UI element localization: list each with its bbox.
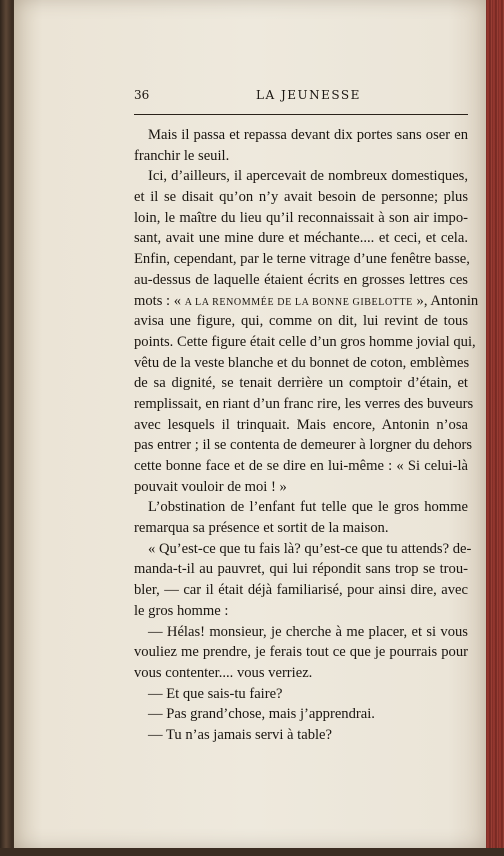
text-fragment: mots : « (134, 292, 185, 309)
text-line: remplissait, en riant d’un franc rire, les verres des buveurs (134, 395, 474, 412)
text-line: sant, avait une mine dure et méchante.... et ceci, et cela. (134, 230, 468, 247)
text-line: — Hélas! monsieur, je cherche à me placer, et si vous (148, 623, 468, 640)
text-line: loin, le maître du lieu qu’il reconnaissait à son air impo- (134, 209, 468, 226)
text-line: pouvait vouloir de moi ! » (134, 478, 287, 495)
text-line: de sa dignité, se tenait derrière un comptoir d’étain, et (134, 375, 468, 392)
text-line: vous contenter.... vous verriez. (134, 664, 313, 681)
text-line: Ici, d’ailleurs, il apercevait de nombreux domestiques, (148, 168, 468, 185)
text-line: le gros homme : (134, 602, 229, 619)
book-edge (486, 0, 504, 856)
text-line: manda-t-il au pauvret, qui lui répondit sans trop se trou- (134, 561, 468, 578)
text-line: au-dessus de laquelle étaient écrits en grosses lettres ces (134, 271, 468, 288)
text-line: L’obstination de l’enfant fut telle que le gros homme (148, 499, 468, 516)
text-line: « Qu’est-ce que tu fais là? qu’est-ce que tu attends? de- (148, 540, 472, 557)
text-line: remarqua sa présence et sortit de la maison. (134, 520, 389, 537)
text-line: — Pas grand’chose, mais j’apprendrai. (148, 706, 375, 723)
body-text (134, 125, 479, 746)
header-rule (134, 114, 468, 115)
page-header (134, 88, 468, 110)
text-fragment: », Antonin (412, 292, 479, 309)
text-line: vouliez me prendre, je ferais tout ce que je pourrais pour (134, 644, 468, 661)
text-line: franchir le seuil. (134, 147, 230, 164)
text-line: et il se disait qu’on n’y avait besoin de personne; plus (134, 189, 468, 206)
text-line: — Tu n’as jamais servi à table? (148, 726, 333, 743)
text-line: Mais il passa et repassa devant dix portes sans oser en (148, 127, 468, 143)
text-line: cette bonne face et de se dire en lui-même : « Si celui-là (134, 458, 468, 474)
scan-bottom-edge (0, 848, 504, 856)
sign-text: A LA RENOMMÉE DE LA BONNE GIBELOTTE (184, 296, 413, 308)
text-line: vêtu de la veste blanche et du bonnet de coton, emblèmes (134, 354, 470, 371)
text-line: avisa une figure, qui, comme on dit, lui revint de tous (134, 313, 468, 330)
text-line: points. Cette figure était celle d’un gros homme jovial qui, (134, 333, 476, 350)
text-line: — Et que sais-tu faire? (148, 685, 283, 702)
text-line (134, 291, 479, 312)
text-line: pas entrer ; il se contenta de demeurer à lorgner du dehors (134, 437, 473, 454)
page-number: 36 (134, 88, 150, 102)
running-title: LA JEUNESSE (256, 88, 361, 102)
text-line: avec lesquels il trinquait. Mais encore, Antonin n’osa (134, 416, 468, 433)
text-line: Enfin, cependant, par le terne vitrage d’une fenêtre basse, (134, 251, 470, 268)
text-line: bler, — car il était déjà familiarisé, pour ainsi dire, avec (134, 582, 468, 599)
